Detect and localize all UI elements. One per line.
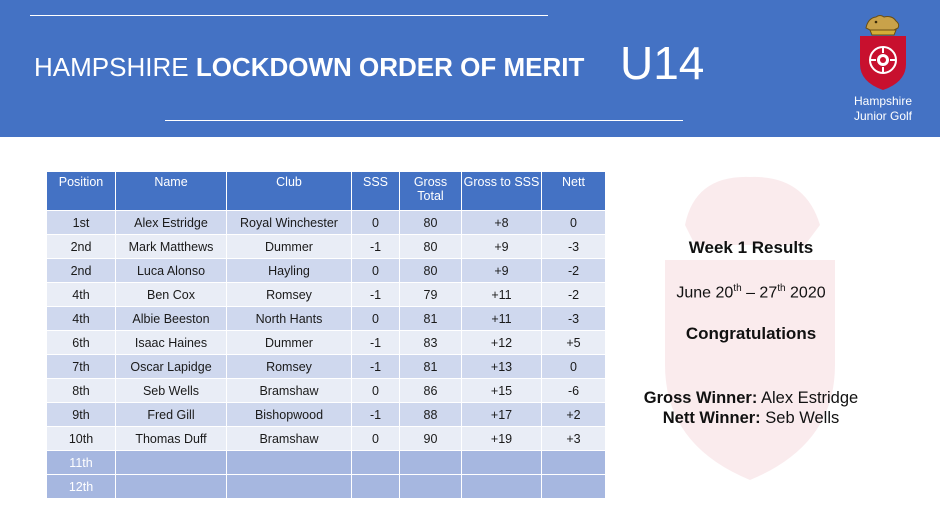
cell-gross-total: 80 xyxy=(400,259,462,283)
cell-sss: -1 xyxy=(352,235,400,259)
cell-gross-to-sss: +13 xyxy=(462,355,542,379)
cell-gross-total: 86 xyxy=(400,379,462,403)
gross-winner xyxy=(620,388,882,408)
cell-gross-to-sss: +17 xyxy=(462,403,542,427)
cell-gross-total xyxy=(400,475,462,499)
logo-caption xyxy=(848,94,918,124)
cell-gross-to-sss: +19 xyxy=(462,427,542,451)
cell-sss: 0 xyxy=(352,211,400,235)
date-end: – 27 xyxy=(741,284,778,302)
week-heading: Week 1 Results xyxy=(688,238,814,257)
table-row xyxy=(47,331,606,355)
cell-gross-total: 81 xyxy=(400,355,462,379)
cell-position: 11th xyxy=(47,451,116,475)
col-nett: Nett xyxy=(542,172,606,211)
table-row xyxy=(47,307,606,331)
table-row xyxy=(47,451,606,475)
cell-gross-to-sss: +11 xyxy=(462,307,542,331)
cell-gross-total: 81 xyxy=(400,307,462,331)
cell-name: Luca Alonso xyxy=(116,259,227,283)
cell-sss: 0 xyxy=(352,307,400,331)
cell-nett: 0 xyxy=(542,211,606,235)
cell-sss: 0 xyxy=(352,427,400,451)
cell-gross-to-sss: +12 xyxy=(462,331,542,355)
cell-name: Thomas Duff xyxy=(116,427,227,451)
date-year: 2020 xyxy=(785,284,826,302)
age-category: U14 xyxy=(620,37,705,89)
header-banner xyxy=(0,0,940,137)
cell-position: 1st xyxy=(47,211,116,235)
cell-nett xyxy=(542,475,606,499)
cell-position: 8th xyxy=(47,379,116,403)
cell-gross-to-sss: +9 xyxy=(462,235,542,259)
table-row xyxy=(47,283,606,307)
cell-position: 2nd xyxy=(47,235,116,259)
cell-gross-to-sss: +11 xyxy=(462,283,542,307)
cell-name xyxy=(116,451,227,475)
cell-name: Ben Cox xyxy=(116,283,227,307)
cell-name: Albie Beeston xyxy=(116,307,227,331)
table-row xyxy=(47,379,606,403)
table-row xyxy=(47,355,606,379)
winners-block xyxy=(620,388,882,428)
top-rule xyxy=(30,15,548,16)
cell-club: North Hants xyxy=(227,307,352,331)
title-light: HAMPSHIRE xyxy=(34,52,189,82)
gross-winner-name: Alex Estridge xyxy=(757,389,859,407)
table-row xyxy=(47,259,606,283)
cell-sss: -1 xyxy=(352,331,400,355)
cell-gross-total: 83 xyxy=(400,331,462,355)
table-row xyxy=(47,211,606,235)
title-bold: LOCKDOWN ORDER OF MERIT xyxy=(195,52,585,82)
cell-position: 7th xyxy=(47,355,116,379)
nett-winner-name: Seb Wells xyxy=(760,409,840,427)
page-title xyxy=(34,52,584,83)
cell-position: 2nd xyxy=(47,259,116,283)
cell-club: Royal Winchester xyxy=(227,211,352,235)
cell-sss: 0 xyxy=(352,379,400,403)
col-club: Club xyxy=(227,172,352,211)
table-row xyxy=(47,403,606,427)
cell-position: 4th xyxy=(47,283,116,307)
logo-line-1: Hampshire xyxy=(853,94,913,108)
cell-sss: 0 xyxy=(352,259,400,283)
cell-name: Fred Gill xyxy=(116,403,227,427)
cell-nett: +2 xyxy=(542,403,606,427)
cell-club: Bramshaw xyxy=(227,379,352,403)
cell-name: Mark Matthews xyxy=(116,235,227,259)
cell-club xyxy=(227,475,352,499)
cell-gross-total: 79 xyxy=(400,283,462,307)
cell-gross-to-sss xyxy=(462,475,542,499)
cell-club: Romsey xyxy=(227,283,352,307)
cell-nett: -2 xyxy=(542,283,606,307)
cell-club xyxy=(227,451,352,475)
cell-nett: -3 xyxy=(542,307,606,331)
hampshire-crest-icon xyxy=(854,12,912,92)
cell-gross-total: 88 xyxy=(400,403,462,427)
date-start: June 20 xyxy=(676,284,734,302)
nett-winner-label: Nett Winner: xyxy=(662,409,761,427)
gross-winner-label: Gross Winner: xyxy=(643,389,758,407)
cell-nett: +3 xyxy=(542,427,606,451)
cell-club: Dummer xyxy=(227,331,352,355)
col-name: Name xyxy=(116,172,227,211)
cell-gross-to-sss: +8 xyxy=(462,211,542,235)
cell-name xyxy=(116,475,227,499)
cell-gross-total: 90 xyxy=(400,427,462,451)
cell-name: Oscar Lapidge xyxy=(116,355,227,379)
cell-position: 12th xyxy=(47,475,116,499)
logo-line-2: Junior Golf xyxy=(853,109,913,123)
date-end-suffix: th xyxy=(777,283,786,294)
cell-name: Alex Estridge xyxy=(116,211,227,235)
bottom-rule xyxy=(165,120,683,121)
cell-club: Bramshaw xyxy=(227,427,352,451)
cell-position: 10th xyxy=(47,427,116,451)
congratulations-heading: Congratulations xyxy=(685,324,817,343)
nett-winner xyxy=(620,408,882,428)
cell-gross-total xyxy=(400,451,462,475)
cell-position: 4th xyxy=(47,307,116,331)
hampshire-junior-golf-logo xyxy=(848,12,918,132)
cell-club: Romsey xyxy=(227,355,352,379)
cell-name: Isaac Haines xyxy=(116,331,227,355)
col-gross-to-sss: Gross to SSS xyxy=(462,172,542,211)
cell-gross-total: 80 xyxy=(400,211,462,235)
cell-club: Hayling xyxy=(227,259,352,283)
date-start-suffix: th xyxy=(733,283,742,294)
cell-name: Seb Wells xyxy=(116,379,227,403)
cell-nett: -2 xyxy=(542,259,606,283)
cell-sss: -1 xyxy=(352,403,400,427)
results-table xyxy=(46,171,606,499)
cell-sss: -1 xyxy=(352,355,400,379)
cell-nett: +5 xyxy=(542,331,606,355)
cell-gross-to-sss xyxy=(462,451,542,475)
cell-gross-to-sss: +15 xyxy=(462,379,542,403)
table-row xyxy=(47,475,606,499)
cell-club: Dummer xyxy=(227,235,352,259)
cell-sss xyxy=(352,451,400,475)
cell-position: 6th xyxy=(47,331,116,355)
cell-sss: -1 xyxy=(352,283,400,307)
cell-nett: -6 xyxy=(542,379,606,403)
table-row xyxy=(47,427,606,451)
cell-gross-to-sss: +9 xyxy=(462,259,542,283)
table-header-row xyxy=(47,172,606,211)
cell-position: 9th xyxy=(47,403,116,427)
cell-club: Bishopwood xyxy=(227,403,352,427)
col-gross-total: Gross Total xyxy=(400,172,462,211)
cell-nett: 0 xyxy=(542,355,606,379)
col-sss: SSS xyxy=(352,172,400,211)
cell-nett: -3 xyxy=(542,235,606,259)
date-range xyxy=(620,283,882,302)
col-position: Position xyxy=(47,172,116,211)
cell-nett xyxy=(542,451,606,475)
cell-sss xyxy=(352,475,400,499)
cell-gross-total: 80 xyxy=(400,235,462,259)
table-row xyxy=(47,235,606,259)
